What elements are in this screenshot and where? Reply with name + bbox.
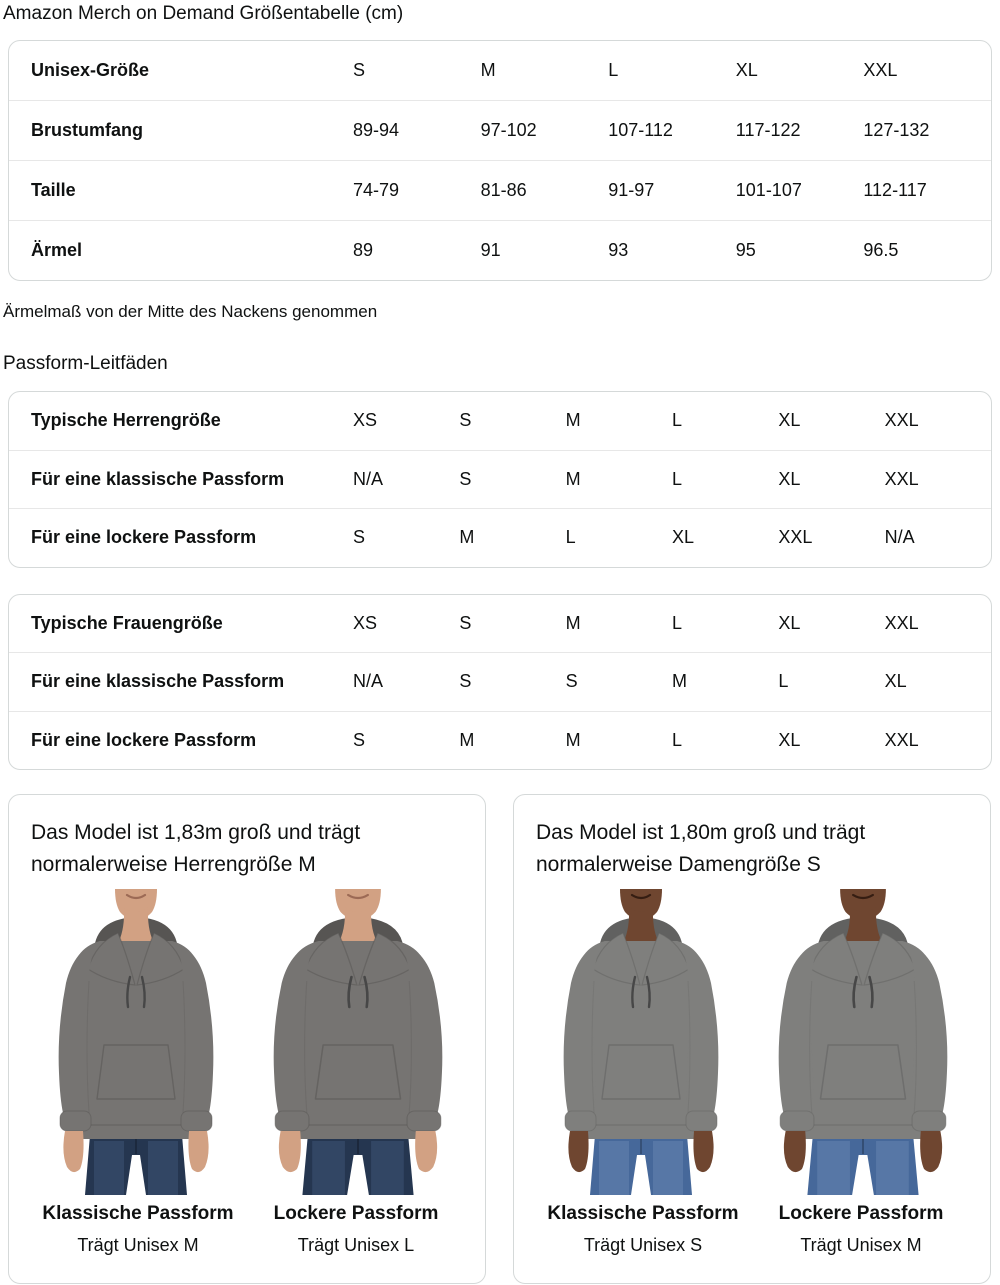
caption-classic-fit [29,1203,247,1255]
value-cell: 91-97 [608,180,655,200]
value-cell: N/A [884,527,915,548]
row-label: Für eine klassische Passform [31,671,285,692]
size-cell: L [608,60,619,80]
value-cell: S [459,671,472,692]
table-row-waist [9,160,991,220]
row-label: Unisex-Größe [31,60,150,80]
male-model-classic-fit-photo [30,889,242,1195]
womens-model-card [513,794,991,1284]
table-row-classic-fit [9,652,991,711]
female-model-loose-fit-photo [747,889,978,1195]
value-cell: S [353,729,366,750]
mens-model-card [8,794,486,1284]
female-model-classic-fit-photo [535,889,747,1195]
fit-name-label: Lockere Passform [273,1203,439,1224]
size-cell: S [459,612,472,633]
size-cell: M [565,612,581,633]
caption-loose-fit [247,1203,465,1255]
mens-fit-table [8,391,992,568]
caption-loose-fit [752,1203,970,1255]
size-cell: XL [778,410,801,431]
value-cell: 89-94 [353,120,400,140]
row-label: Für eine lockere Passform [31,527,257,548]
row-label: Typische Frauengröße [31,612,223,633]
model-card-description: Das Model ist 1,83m groß und trägt normalerweise Herrengröße M [31,821,361,876]
value-cell: S [353,527,366,548]
value-cell: M [671,671,687,692]
fit-name-label: Klassische Passform [547,1203,739,1224]
value-cell: XL [884,671,907,692]
table-row-classic-fit [9,450,991,509]
value-cell: XL [778,468,801,489]
model-cards-row [8,794,991,1284]
row-label: Für eine klassische Passform [31,468,285,489]
table-header-row [9,392,991,450]
size-cell: M [480,60,496,80]
table-row-sleeve [9,220,991,280]
model-photo-captions [29,1203,465,1255]
row-label: Ärmel [31,240,83,260]
fit-guides-section-title: Passform-Leitfäden [3,353,168,374]
womens-fit-table [8,594,992,771]
model-card-description: Das Model ist 1,80m groß und trägt normalerweise Damengröße S [536,821,866,876]
size-cell: XXL [884,410,919,431]
value-cell: L [671,468,682,489]
value-cell: XL [778,729,801,750]
value-cell: S [459,468,472,489]
value-cell: 127-132 [863,120,930,140]
value-cell: 107-112 [608,120,673,140]
fit-name-label: Klassische Passform [42,1203,234,1224]
fit-size-label: Trägt Unisex M [800,1235,922,1255]
value-cell: XXL [884,468,919,489]
value-cell: XXL [884,729,919,750]
value-cell: 97-102 [480,120,537,140]
model-photo-captions [534,1203,970,1255]
male-model-loose-fit-photo [242,889,473,1195]
sleeve-measure-note: Ärmelmaß von der Mitte des Nackens genommen [3,302,378,321]
caption-classic-fit [534,1203,752,1255]
value-cell: L [671,729,682,750]
value-cell: S [565,671,578,692]
size-cell: XL [778,612,801,633]
value-cell: M [459,527,475,548]
size-cell: XL [735,60,758,80]
value-cell: 74-79 [353,180,400,200]
fit-size-label: Trägt Unisex M [77,1235,199,1255]
table-header-row [9,41,991,100]
size-cell: L [671,612,682,633]
value-cell: M [459,729,475,750]
row-label: Typische Herrengröße [31,410,221,431]
row-label: Brustumfang [31,120,143,140]
size-cell: XS [353,410,378,431]
size-cell: M [565,410,581,431]
value-cell: N/A [353,671,384,692]
size-cell: XXL [863,60,898,80]
size-cell: L [671,410,682,431]
value-cell: 93 [608,240,629,260]
model-photos [534,889,970,1195]
value-cell: 91 [480,240,501,260]
fit-size-label: Trägt Unisex L [297,1235,415,1255]
value-cell: M [565,729,581,750]
size-cell: XS [353,612,378,633]
value-cell: L [565,527,576,548]
table-row-loose-fit [9,711,991,770]
value-cell: 112-117 [863,180,927,200]
size-cell: XXL [884,612,919,633]
fit-size-label: Trägt Unisex S [583,1235,703,1255]
size-cell: S [353,60,366,80]
table-header-row [9,595,991,653]
row-label: Taille [31,180,76,200]
model-photos [29,889,465,1195]
value-cell: 117-122 [735,120,801,140]
value-cell: XXL [778,527,813,548]
value-cell: XL [671,527,695,548]
row-label: Für eine lockere Passform [31,729,257,750]
value-cell: L [778,671,789,692]
value-cell: N/A [353,468,384,489]
fit-name-label: Lockere Passform [778,1203,944,1224]
value-cell: 96.5 [863,240,899,260]
value-cell: M [565,468,581,489]
table-row-loose-fit [9,508,991,567]
value-cell: 89 [353,240,374,260]
page-title: Amazon Merch on Demand Größentabelle (cm) [3,3,404,24]
value-cell: 81-86 [480,180,527,200]
unisex-size-table [8,40,992,281]
table-row-chest [9,100,991,160]
size-cell: S [459,410,472,431]
value-cell: 101-107 [735,180,802,200]
value-cell: 95 [735,240,756,260]
